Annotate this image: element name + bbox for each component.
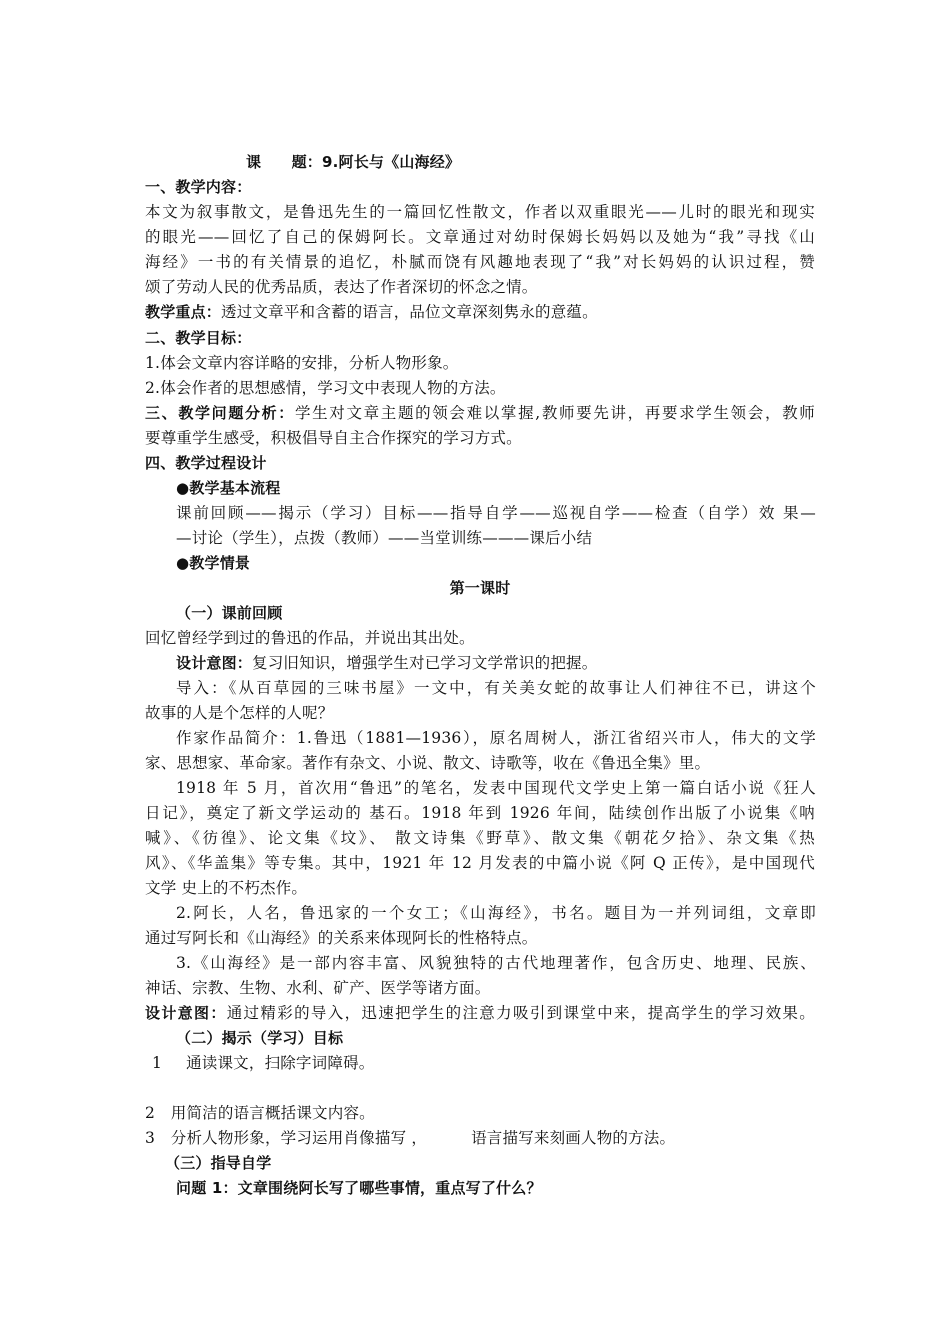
paragraph-line: 2.阿长，人名，鲁迅家的一个女工；《山海经》，书名。题目为一并列词组，文章即 [176,904,816,922]
design-intent-label: 设计意图： [145,1004,227,1022]
scene-heading: ●教学情景 [176,554,251,572]
section-heading-process: 四、教学过程设计 [145,454,267,472]
paragraph-line: 颂了劳动人民的优秀品质，表达了作者深切的怀念之情。 [145,278,538,296]
objective-text: 通读课文，扫除字词障碍。 [186,1054,375,1072]
problem-analysis-label: 三、教学问题分析： [145,404,295,422]
problem-analysis-text: 学生对文章主题的领会难以掌握,教师要先讲，再要求学生领会，教师 [294,404,815,422]
objective-text-cont: 语言描写来刻画人物的方法。 [471,1129,676,1147]
objective-item: 2 用简洁的语言概括课文内容。 [145,1104,375,1122]
paragraph-line: 神话、宗教、生物、水利、矿产、医学等诸方面。 [145,979,491,997]
objective-number: 1 [152,1054,163,1072]
paragraph-line: 要尊重学生感受，积极倡导自主合作探究的学习方式。 [145,429,522,447]
page-title: 课 题：9.阿长与《山海经》 [246,153,461,171]
flow-heading: ●教学基本流程 [176,479,281,497]
paragraph-line: 3.《山海经》是一部内容丰富、风貌独特的古代地理著作，包含历史、地理、民族、 [176,954,816,972]
paragraph-line: 本文为叙事散文，是鲁迅先生的一篇回忆性散文，作者以双重眼光——儿时的眼光和现实 [145,203,815,221]
design-intent-label: 设计意图： [176,654,253,672]
question-line: 问题 1：文章围绕阿长写了哪些事情，重点写了什么？ [176,1179,542,1197]
lesson-title: 第一课时 [449,579,511,597]
paragraph-line: 家、思想家、革命家。著作有杂文、小说、散文、诗歌等，收在《鲁迅全集》里。 [145,754,711,772]
flow-line: 课前回顾——揭示（学习）目标——指导自学——巡视自学——检查（自学）效 果— [176,504,816,522]
teaching-focus-text: 透过文章平和含蓄的语言，品位文章深刻隽永的意蕴。 [221,303,598,321]
paragraph-line: 故事的人是个怎样的人呢？ [145,704,334,722]
teaching-focus-label: 教学重点： [145,303,222,321]
paragraph-line: 作家作品简介：1.鲁迅（1881—1936），原名周树人，浙江省绍兴市人，伟大的文学 [176,729,816,747]
objective-item [145,1126,815,1150]
goal-item: 1.体会文章内容详略的安排，分析人物形象。 [145,354,459,372]
problem-analysis [145,401,815,425]
paragraph-line: 风》、《华盖集》等专集。其中，1921 年 12 月发表的中篇小说《阿 Q 正传》，是中国现代 [145,854,815,872]
section-heading-goals: 二、教学目标： [145,329,252,347]
design-intent [145,1001,815,1025]
design-intent-text: 复习旧知识，增强学生对已学习文学常识的把握。 [252,654,598,672]
paragraph-line: 海经》一书的有关情景的追忆，朴腻而饶有风趣地表现了“我”对长妈妈的认识过程，赞 [145,253,815,271]
part-heading-review: （一）课前回顾 [176,604,283,622]
design-intent [176,651,816,675]
paragraph-line: 1918 年 5 月，首次用“鲁迅”的笔名，发表中国现代文学史上第一篇白话小说《狂人 [176,779,816,797]
flow-line: —讨论（学生），点拨（教师）——当堂训练———课后小结 [176,529,593,547]
section-heading-content: 一、教学内容： [145,178,252,196]
teaching-focus [145,300,815,324]
paragraph-line: 导入：《从百草园的三味书屋》一文中，有关美女蛇的故事让人们神往不已，讲这个 [176,679,816,697]
objective-item [152,1051,822,1075]
paragraph-line: 日记》，奠定了新文学运动的 基石。1918 年到 1926 年间，陆续创作出版了小说集《呐 [145,804,815,822]
part-heading-objectives: （二）揭示（学习）目标 [176,1029,344,1047]
objective-text: 3 分析人物形象，学习运用肖像描写 ， [145,1129,428,1147]
design-intent-text: 通过精彩的导入，迅速把学生的注意力吸引到课堂中来，提高学生的学习效果。 [226,1004,815,1022]
part-heading-self-study: （三）指导自学 [165,1154,272,1172]
paragraph-line: 喊》、《彷徨》、论文集《坟》、 散文诗集《野草》、散文集《朝花夕拾》、杂文集《热 [145,829,815,847]
paragraph-line: 通过写阿长和《山海经》的关系来体现阿长的性格特点。 [145,929,538,947]
paragraph-line: 回忆曾经学到过的鲁迅的作品，并说出其出处。 [145,629,475,647]
paragraph-line: 的眼光——回忆了自己的保姆阿长。文章通过对幼时保姆长妈妈以及她为“我”寻找《山 [145,228,815,246]
paragraph-line: 文学 史上的不朽杰作。 [145,879,308,897]
goal-item: 2.体会作者的思想感情，学习文中表现人物的方法。 [145,379,506,397]
